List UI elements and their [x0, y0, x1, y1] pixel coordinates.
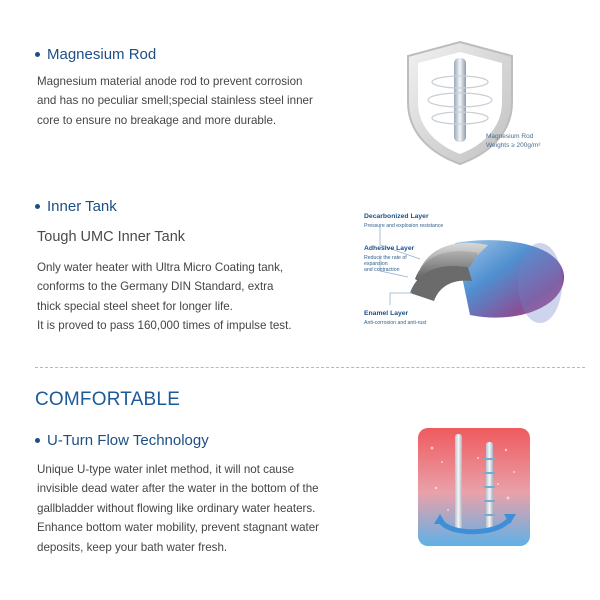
- bullet-dot: [35, 204, 40, 209]
- inner-tank-description: [37, 258, 292, 336]
- section-divider: [35, 367, 585, 368]
- text-line: deposits, keep your bath water fresh.: [37, 540, 228, 554]
- text-line: Unique U-type water inlet method, it will not cause: [37, 463, 295, 476]
- text-line: thick special steel sheet for longer life.: [37, 299, 233, 313]
- image-caption: Magnesium Rod: [486, 133, 534, 140]
- text-line: Magnesium material anode rod to prevent corrosion: [37, 75, 303, 88]
- u-turn-title-text: U-Turn Flow Technology: [47, 432, 209, 449]
- inner-tank-title: [35, 198, 117, 215]
- u-turn-description: [37, 460, 319, 557]
- magnesium-rod-title: [35, 46, 156, 63]
- layer-description: Pressure and explosion resistance: [364, 223, 444, 229]
- u-turn-flow-image: [418, 428, 530, 546]
- layer-label: Decarbonized Layer: [364, 213, 429, 220]
- magnesium-rod-title-text: Magnesium Rod: [47, 46, 157, 63]
- magnesium-rod-image: [400, 38, 555, 168]
- layer-description: and contraction: [364, 267, 400, 273]
- comfortable-heading: COMFORTABLE: [35, 389, 181, 410]
- text-line: gallbladder without flowing like ordinary water heaters.: [37, 501, 316, 515]
- text-line: Enhance bottom water mobility, prevent stagnant water: [37, 521, 320, 535]
- text-line: core to ensure no breakage and more durable.: [37, 113, 277, 127]
- bullet-dot: [35, 52, 40, 57]
- inner-tank-title-text: Inner Tank: [47, 198, 117, 215]
- text-line: conforms to the Germany DIN Standard, extra: [37, 280, 274, 294]
- text-line: Only water heater with Ultra Micro Coating tank,: [37, 261, 284, 274]
- magnesium-rod-description: [37, 72, 313, 130]
- layer-label: Enamel Layer: [364, 310, 409, 317]
- tank-layers-image: [360, 205, 580, 335]
- inner-tank-subtitle: Tough UMC Inner Tank: [37, 229, 186, 245]
- text-line: It is proved to pass 160,000 times of impulse test.: [37, 319, 292, 333]
- bullet-dot: [35, 438, 40, 443]
- u-turn-title: [35, 432, 209, 449]
- text-line: invisible dead water after the water in the bottom of the: [37, 482, 319, 496]
- text-line: and has no peculiar smell;special stainless steel inner: [37, 94, 313, 108]
- layer-description: Anti-corrosion and anti-rust: [364, 320, 427, 326]
- layer-description: expansion: [364, 261, 388, 267]
- shield-icon: [400, 38, 555, 168]
- layer-label: Adhesive Layer: [364, 245, 415, 252]
- image-caption: Weights ≥ 200g/m²: [486, 142, 541, 149]
- layer-description: Reduce the rate of: [364, 255, 407, 261]
